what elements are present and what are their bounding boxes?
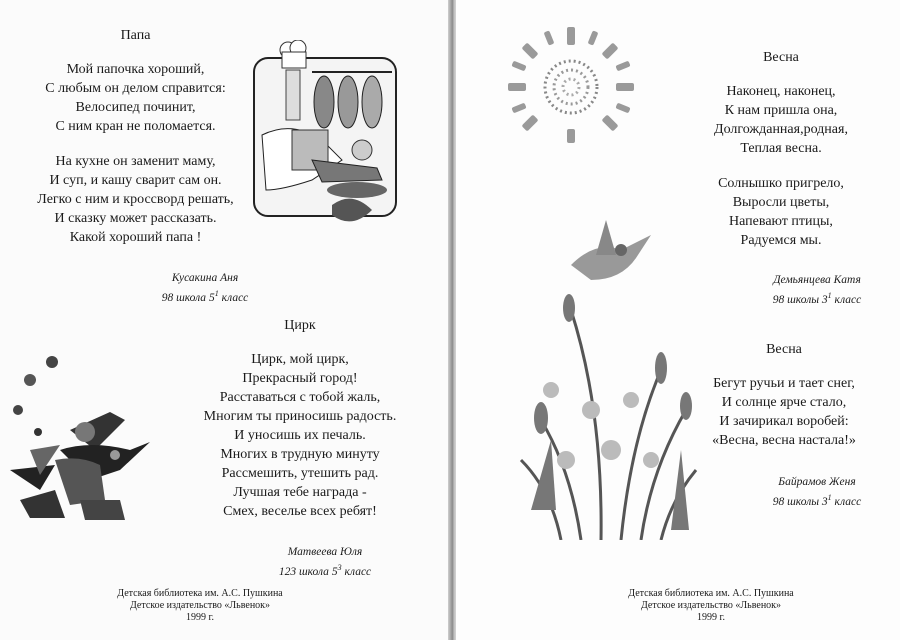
page-footer [90, 588, 310, 624]
footer-publisher: Детское издательство «Львенок» [640, 600, 782, 611]
poem-line: Легко с ним и кроссворд решать, [37, 192, 234, 207]
poem-signature [255, 544, 395, 580]
poem-tsirk [180, 318, 420, 521]
author-name: Демьянцева Катя [773, 274, 861, 286]
poem-line: Расставаться с тобой жаль, [219, 390, 381, 405]
author-name: Матвеева Юля [287, 546, 363, 558]
poem-line: С ним кран не поломается. [55, 119, 216, 134]
poem-line: Смех, веселье всех ребят! [223, 504, 377, 519]
poem-line: Цирк, мой цирк, [251, 352, 349, 367]
footer-year: 1999 г. [697, 612, 725, 623]
poem-line: И зачирикал воробей: [719, 414, 849, 429]
author-class: 98 школы $3^1$ класс [772, 493, 862, 508]
poem-line: Многих в трудную минуту [220, 447, 380, 462]
poem-title: Папа [120, 28, 151, 43]
poem-line: Солнышко пригрело, [718, 176, 844, 191]
poem-line: И сказку может рассказать. [54, 211, 217, 226]
juggling-clown-illustration [0, 350, 175, 525]
poem-line: На кухне он заменит маму, [55, 154, 216, 169]
author-name: Кусакина Аня [171, 272, 239, 284]
poem-line: Многим ты приносишь радость. [203, 409, 397, 424]
poem-papa [18, 28, 253, 247]
poem-title: Цирк [284, 318, 316, 333]
author-class: 98 школа $5^1$ класс [161, 289, 249, 304]
footer-library: Детская библиотека им. А.С. Пушкина [117, 588, 283, 599]
footer-publisher: Детское издательство «Львенок» [129, 600, 271, 611]
poem-line: Какой хороший папа ! [69, 230, 202, 245]
poem-title: Весна [763, 50, 799, 65]
page-footer [601, 588, 821, 624]
poem-line: Напевают птицы, [729, 214, 833, 229]
poem-vesna-1 [696, 50, 866, 250]
footer-year: 1999 г. [186, 612, 214, 623]
poem-line: Велосипед починит, [75, 100, 196, 115]
poem-signature [130, 270, 280, 306]
poem-line: Рассмешить, утешить рад. [221, 466, 379, 481]
poem-line: Бегут ручьи и тает снег, [713, 376, 855, 391]
poem-line: Теплая весна. [740, 141, 822, 156]
poem-line: Выросли цветы, [732, 195, 830, 210]
poem-line: К нам пришла она, [724, 103, 838, 118]
poem-title: Весна [766, 342, 802, 357]
poem-line: Прекрасный город! [242, 371, 358, 386]
poem-signature [752, 272, 882, 308]
poem-line: Долгожданная,родная, [714, 122, 848, 137]
poem-line: «Весна, весна настала!» [712, 433, 856, 448]
poem-line: И уносишь их печаль. [234, 428, 366, 443]
bird-on-flowers-illustration [511, 210, 701, 540]
author-name: Байрамов Женя [778, 476, 856, 488]
right-page [456, 0, 900, 640]
poem-signature [752, 474, 882, 510]
poem-vesna-2 [684, 342, 884, 450]
poem-line: И солнце ярче стало, [721, 395, 847, 410]
poem-line: Лучшая тебе награда - [233, 485, 367, 500]
poem-line: И суп, и кашу сварит сам он. [49, 173, 222, 188]
poem-line: С любым он делом справится: [45, 81, 226, 96]
author-class: 123 школа $5^3$ класс [278, 563, 372, 578]
chef-cooking-illustration [252, 40, 402, 230]
sun-illustration [506, 25, 636, 145]
poem-line: Радуемся мы. [740, 233, 822, 248]
footer-library: Детская библиотека им. А.С. Пушкина [628, 588, 794, 599]
poem-line: Наконец, наконец, [726, 84, 836, 99]
author-class: 98 школы $3^1$ класс [772, 291, 862, 306]
poem-line: Мой папочка хороший, [66, 62, 205, 77]
